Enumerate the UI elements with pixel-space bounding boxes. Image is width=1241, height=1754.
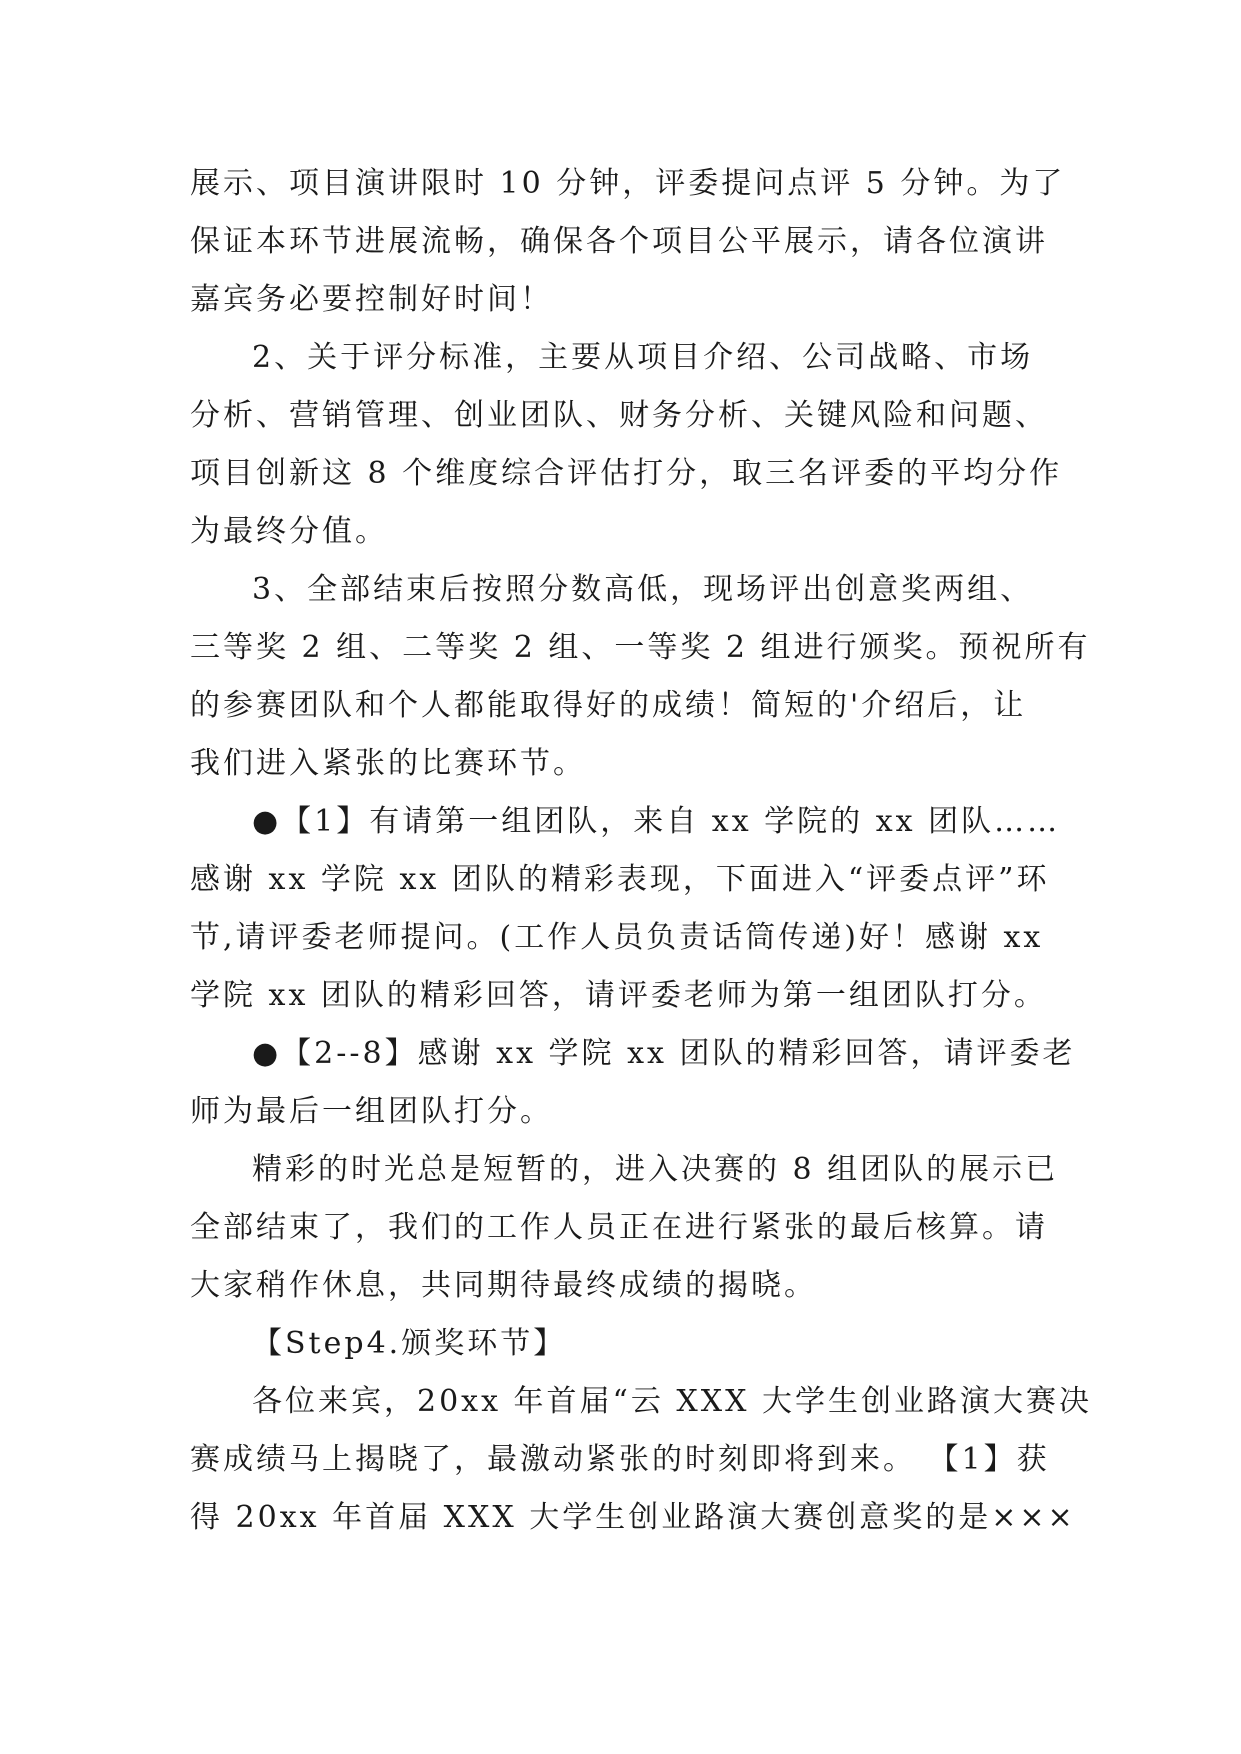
text-line: 学院 xx 团队的精彩回答，请评委老师为第一组团队打分。 [190, 978, 1047, 1013]
text-line: 感谢 xx 学院 xx 团队的精彩表现，下面进入“评委点评”环 [190, 862, 1050, 897]
text-line: 为最终分值。 [190, 514, 388, 549]
text-line: 得 20xx 年首届 XXX 大学生创业路演大赛创意奖的是××× [190, 1500, 1076, 1535]
paragraph-start-line: 3、全部结束后按照分数高低，现场评出创意奖两组、 [252, 572, 1034, 607]
text-line: 赛成绩马上揭晓了，最激动紧张的时刻即将到来。 【1】获 [190, 1442, 1050, 1477]
paragraph-start-line: 2、关于评分标准，主要从项目介绍、公司战略、市场 [252, 340, 1034, 375]
text-line: 项目创新这 8 个维度综合评估打分，取三名评委的平均分作 [190, 456, 1063, 491]
document-body [190, 155, 1093, 1547]
text-line: 节,请评委老师提问。(工作人员负责话筒传递)好！感谢 xx [190, 920, 1044, 955]
text-line: 保证本环节进展流畅，确保各个项目公平展示，请各位演讲 [190, 224, 1048, 259]
text-line: 三等奖 2 组、二等奖 2 组、一等奖 2 组进行颁奖。预祝所有 [190, 630, 1091, 665]
bullet-paragraph-line: ●【2--8】感谢 xx 学院 xx 团队的精彩回答，请评委老 [252, 1036, 1076, 1071]
section-heading: 【Step4.颁奖环节】 [252, 1326, 567, 1361]
text-line: 大家稍作休息，共同期待最终成绩的揭晓。 [190, 1268, 817, 1303]
paragraph-start-line: 精彩的时光总是短暂的，进入决赛的 8 组团队的展示已 [252, 1152, 1059, 1187]
text-line: 的参赛团队和个人都能取得好的成绩！简短的'介绍后，让 [190, 688, 1027, 723]
text-line: 全部结束了，我们的工作人员正在进行紧张的最后核算。请 [190, 1210, 1048, 1245]
text-line: 师为最后一组团队打分。 [190, 1094, 553, 1129]
text-line: 我们进入紧张的比赛环节。 [190, 746, 586, 781]
text-line: 分析、营销管理、创业团队、财务分析、关键风险和问题、 [190, 398, 1048, 433]
text-line: 嘉宾务必要控制好时间！ [190, 282, 553, 317]
bullet-paragraph-line: ●【1】有请第一组团队，来自 xx 学院的 xx 团队…… [252, 804, 1061, 839]
paragraph-start-line: 各位来宾，20xx 年首届“云 XXX 大学生创业路演大赛决 [252, 1384, 1093, 1419]
text-line: 展示、项目演讲限时 10 分钟，评委提问点评 5 分钟。为了 [190, 166, 1066, 201]
